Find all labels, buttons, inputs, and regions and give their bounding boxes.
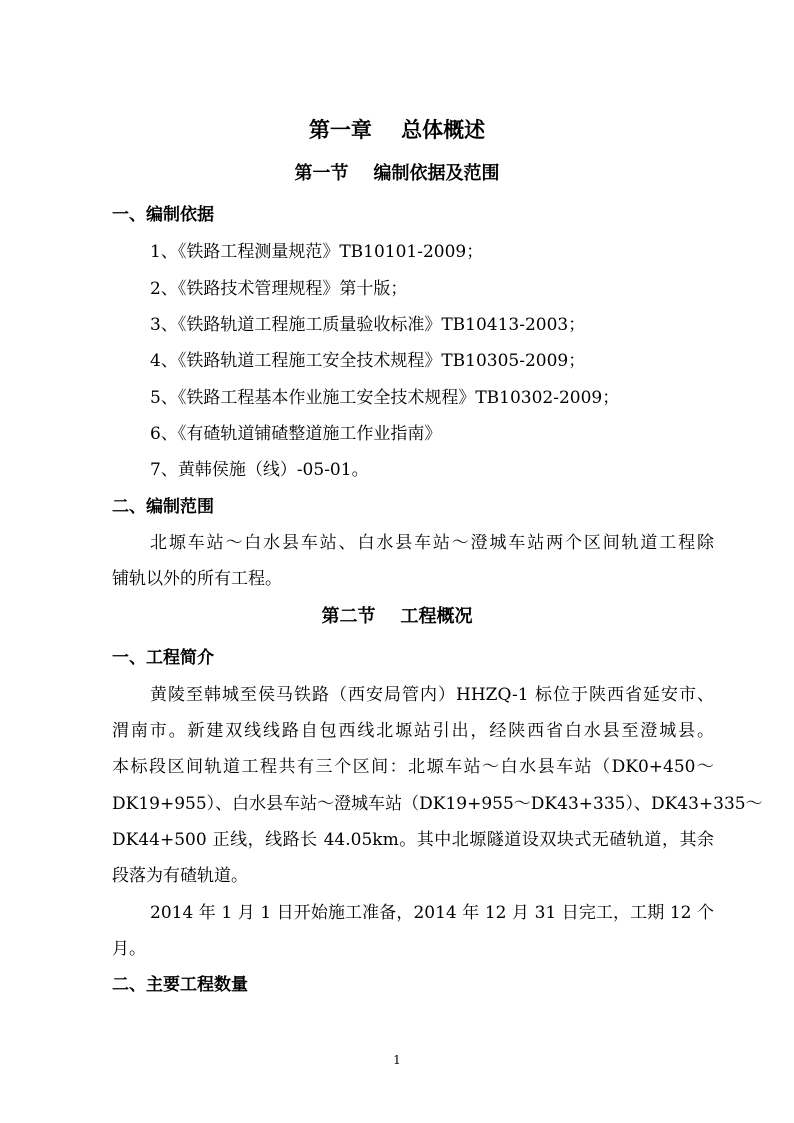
scope-paragraph-line: 北塬车站～白水县车站、白水县车站～澄城车站两个区间轨道工程除	[150, 533, 714, 553]
scope-paragraph-line: 铺轨以外的所有工程。	[112, 569, 282, 589]
schedule-paragraph-line: 2014 年 1 月 1 日开始施工准备，2014 年 12 月 31 日完工，工期 12 个	[150, 903, 714, 923]
intro-paragraph-line: 本标段区间轨道工程共有三个区间：北塬车站～白水县车站（DK0+450～	[112, 757, 714, 777]
intro-paragraph-line: DK19+955）、白水县车站～澄城车站（DK19+955～DK43+335）、DK43+335～	[112, 794, 763, 814]
schedule-paragraph-line: 月。	[112, 939, 146, 959]
basis-item-7: 7、黄韩侯施（线）-05-01。	[150, 460, 369, 480]
chapter-title: 第一章 总体概述	[308, 117, 486, 142]
intro-paragraph-line: 段落为有碴轨道。	[112, 866, 248, 886]
heading-compilation-scope: 二、编制范围	[112, 497, 214, 517]
basis-item-1: 1、《铁路工程测量规范》TB10101-2009；	[150, 242, 484, 262]
heading-compilation-basis: 一、编制依据	[112, 205, 214, 225]
section-title-project-overview: 第二节 工程概况	[321, 606, 473, 627]
basis-item-3: 3、《铁路轨道工程施工质量验收标准》TB10413-2003；	[150, 315, 586, 335]
heading-project-intro: 一、工程简介	[112, 648, 214, 668]
section-title-basis-and-scope: 第一节 编制依据及范围	[294, 163, 500, 184]
basis-item-2: 2、《铁路技术管理规程》第十版；	[150, 279, 408, 299]
intro-paragraph-line: 黄陵至韩城至侯马铁路（西安局管内）HHZQ-1 标位于陕西省延安市、	[150, 685, 714, 705]
basis-item-5: 5、《铁路工程基本作业施工安全技术规程》TB10302-2009；	[150, 388, 620, 408]
basis-item-4: 4、《铁路轨道工程施工安全技术规程》TB10305-2009；	[150, 351, 586, 371]
page-number: 1	[393, 1053, 401, 1067]
intro-paragraph-line: DK44+500 正线，线路长 44.05km。其中北塬隧道设双块式无碴轨道，其余	[112, 830, 714, 850]
basis-item-6: 6、《有碴轨道铺碴整道施工作业指南》	[150, 424, 442, 444]
intro-paragraph-line: 渭南市。新建双线线路自包西线北塬站引出，经陕西省白水县至澄城县。	[112, 721, 714, 741]
heading-main-quantities: 二、主要工程数量	[112, 975, 248, 995]
